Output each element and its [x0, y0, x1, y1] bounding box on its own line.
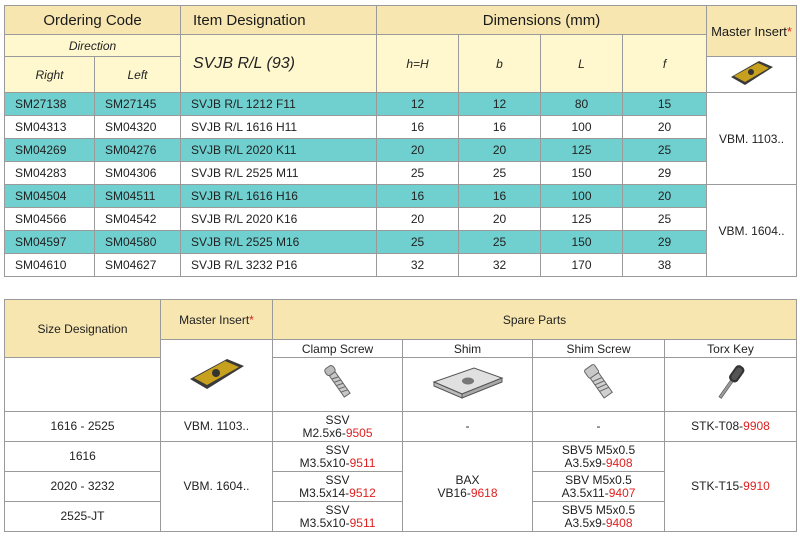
dim-h: 32 — [377, 254, 459, 277]
clamp-screw-value — [273, 412, 403, 442]
ordering-code-header: Ordering Code — [5, 6, 181, 35]
dim-f: 38 — [623, 254, 707, 277]
item-designation-header: Item Designation — [181, 6, 377, 35]
shim-screw-code: 9407 — [608, 485, 636, 500]
shim-screw-header: Shim Screw — [533, 340, 665, 358]
clamp-screw-size: M3.5x10- — [299, 515, 350, 530]
dim-b: 25 — [459, 231, 541, 254]
dim-h: 16 — [377, 116, 459, 139]
clamp-screw-value — [273, 502, 403, 532]
dim-b: 20 — [459, 208, 541, 231]
left-code: SM04542 — [95, 208, 181, 231]
table-row — [5, 254, 797, 277]
dim-f: 29 — [623, 162, 707, 185]
clamp-screw-type: SSV — [325, 502, 350, 517]
table-row — [5, 208, 797, 231]
clamp-screw-code: 9511 — [349, 515, 376, 530]
right-code: SM04269 — [5, 139, 95, 162]
dim-l: 125 — [541, 208, 623, 231]
right-code: SM04566 — [5, 208, 95, 231]
torx-key-value — [665, 442, 797, 532]
shim-image — [403, 358, 533, 412]
shim-screw-value: - — [533, 412, 665, 442]
clamp-screw-code: 9512 — [349, 485, 376, 500]
master-insert-label: Master Insert — [711, 23, 787, 39]
dim-l: 100 — [541, 116, 623, 139]
left-code: SM04580 — [95, 231, 181, 254]
right-code: SM04283 — [5, 162, 95, 185]
dim-l: 170 — [541, 254, 623, 277]
shim-screw-size: A3.5x9- — [564, 515, 606, 530]
clamp-screw-size: M3.5x14- — [299, 485, 350, 500]
left-code: SM04627 — [95, 254, 181, 277]
clamp-screw-value — [273, 472, 403, 502]
dim-b-header: b — [459, 35, 541, 93]
dim-f-header: f — [623, 35, 707, 93]
shim-screw-value — [533, 472, 665, 502]
torx-key-size: STK-T15- — [691, 479, 744, 493]
shim-screw-value — [533, 502, 665, 532]
dim-h: 20 — [377, 208, 459, 231]
shim-screw-icon — [577, 360, 621, 404]
dim-l: 80 — [541, 93, 623, 116]
shim-screw-type: SBV5 M5x0.5 — [561, 442, 636, 457]
shim-header: Shim — [403, 340, 533, 358]
clamp-screw-size: M3.5x10- — [299, 455, 350, 470]
dim-h: 25 — [377, 162, 459, 185]
table-row — [5, 231, 797, 254]
shim-screw-value — [533, 442, 665, 472]
shim-code: 9618 — [470, 485, 498, 500]
right-code: SM04504 — [5, 185, 95, 208]
master-insert-header-2 — [161, 300, 273, 340]
table-row — [5, 185, 797, 208]
ordering-table — [4, 5, 797, 277]
dim-b: 32 — [459, 254, 541, 277]
clamp-screw-type: SSV — [325, 472, 350, 487]
size-designation: 2525-JT — [5, 502, 161, 532]
master-insert-image — [707, 57, 797, 93]
dim-b: 12 — [459, 93, 541, 116]
size-designation: 1616 - 2525 — [5, 412, 161, 442]
master-insert-header — [707, 6, 797, 57]
dim-l: 100 — [541, 185, 623, 208]
dim-l: 125 — [541, 139, 623, 162]
right-code: SM27138 — [5, 93, 95, 116]
table-row — [5, 139, 797, 162]
insert-icon — [187, 353, 247, 393]
dim-f: 25 — [623, 139, 707, 162]
clamp-screw-icon — [316, 360, 360, 404]
size-designation-header: Size Designation — [5, 300, 161, 358]
left-header: Left — [95, 57, 181, 93]
clamp-screw-image — [273, 358, 403, 412]
dim-l: 150 — [541, 162, 623, 185]
dim-b: 16 — [459, 116, 541, 139]
designation: SVJB R/L 2525 M11 — [181, 162, 377, 185]
dim-b: 20 — [459, 139, 541, 162]
table-row — [5, 442, 797, 472]
designation: SVJB R/L 3232 P16 — [181, 254, 377, 277]
dimensions-header: Dimensions (mm) — [377, 6, 707, 35]
clamp-screw-type: SSV — [325, 442, 350, 457]
torx-key-code: 9910 — [743, 479, 770, 493]
clamp-screw-code: 9505 — [345, 425, 373, 440]
left-code: SM04276 — [95, 139, 181, 162]
spare-parts-header: Spare Parts — [273, 300, 797, 340]
shim-screw-type: SBV M5x0.5 — [565, 472, 632, 487]
shim-screw-code: 9408 — [605, 515, 633, 530]
table-row — [5, 412, 797, 442]
shim-screw-code: 9408 — [605, 455, 633, 470]
right-code: SM04610 — [5, 254, 95, 277]
dim-f: 15 — [623, 93, 707, 116]
insert-icon — [729, 57, 775, 87]
shim-value: - — [403, 412, 533, 442]
direction-header: Direction — [5, 35, 181, 57]
designation: SVJB R/L 1616 H16 — [181, 185, 377, 208]
clamp-screw-value — [273, 442, 403, 472]
table-row — [5, 93, 797, 116]
shim-size: VB16- — [437, 485, 471, 500]
torx-key-size: STK-T08- — [691, 419, 744, 433]
clamp-screw-type: SSV — [325, 412, 350, 427]
clamp-screw-code: 9511 — [349, 455, 376, 470]
master-insert-group-2: VBM. 1604.. — [707, 185, 797, 277]
left-code: SM27145 — [95, 93, 181, 116]
dim-h: 12 — [377, 93, 459, 116]
table-row — [5, 116, 797, 139]
asterisk: * — [249, 312, 254, 327]
designation: SVJB R/L 1212 F11 — [181, 93, 377, 116]
master-insert-group-1: VBM. 1103.. — [707, 93, 797, 185]
clamp-screw-size: M2.5x6- — [302, 425, 346, 440]
shim-icon — [428, 362, 508, 402]
shim-screw-size: A3.5x9- — [564, 455, 606, 470]
torx-key-value — [665, 412, 797, 442]
spare-parts-table — [4, 299, 797, 532]
torx-key-icon — [709, 360, 753, 404]
dim-l: 150 — [541, 231, 623, 254]
dim-f: 29 — [623, 231, 707, 254]
asterisk: * — [786, 23, 792, 39]
size-designation: 1616 — [5, 442, 161, 472]
size-designation: 2020 - 3232 — [5, 472, 161, 502]
table-row — [5, 162, 797, 185]
dim-h-header: h=H — [377, 35, 459, 93]
shim-screw-image — [533, 358, 665, 412]
master-insert-label-2: Master Insert — [179, 312, 250, 327]
left-code: SM04306 — [95, 162, 181, 185]
designation: SVJB R/L 2020 K11 — [181, 139, 377, 162]
shim-screw-size: A3.5x11- — [561, 485, 609, 500]
dim-h: 16 — [377, 185, 459, 208]
shim-screw-type: SBV5 M5x0.5 — [561, 502, 636, 517]
shim-type: BAX — [455, 472, 480, 487]
left-code: SM04320 — [95, 116, 181, 139]
dim-h: 20 — [377, 139, 459, 162]
dim-b: 25 — [459, 162, 541, 185]
dim-f: 20 — [623, 185, 707, 208]
right-code: SM04313 — [5, 116, 95, 139]
master-insert-image-2 — [161, 340, 273, 412]
left-code: SM04511 — [95, 185, 181, 208]
right-header: Right — [5, 57, 95, 93]
designation: SVJB R/L 1616 H11 — [181, 116, 377, 139]
designation: SVJB R/L 2020 K16 — [181, 208, 377, 231]
right-code: SM04597 — [5, 231, 95, 254]
torx-key-header: Torx Key — [665, 340, 797, 358]
dim-h: 25 — [377, 231, 459, 254]
item-name: SVJB R/L (93) — [181, 35, 377, 93]
clamp-screw-header: Clamp Screw — [273, 340, 403, 358]
torx-key-image — [665, 358, 797, 412]
dim-f: 25 — [623, 208, 707, 231]
shim-value — [403, 442, 533, 532]
torx-key-code: 9908 — [743, 419, 770, 433]
master-insert-value: VBM. 1604.. — [161, 442, 273, 532]
master-insert-value: VBM. 1103.. — [161, 412, 273, 442]
designation: SVJB R/L 2525 M16 — [181, 231, 377, 254]
dim-b: 16 — [459, 185, 541, 208]
dim-l-header: L — [541, 35, 623, 93]
size-image-blank — [5, 358, 161, 412]
dim-f: 20 — [623, 116, 707, 139]
